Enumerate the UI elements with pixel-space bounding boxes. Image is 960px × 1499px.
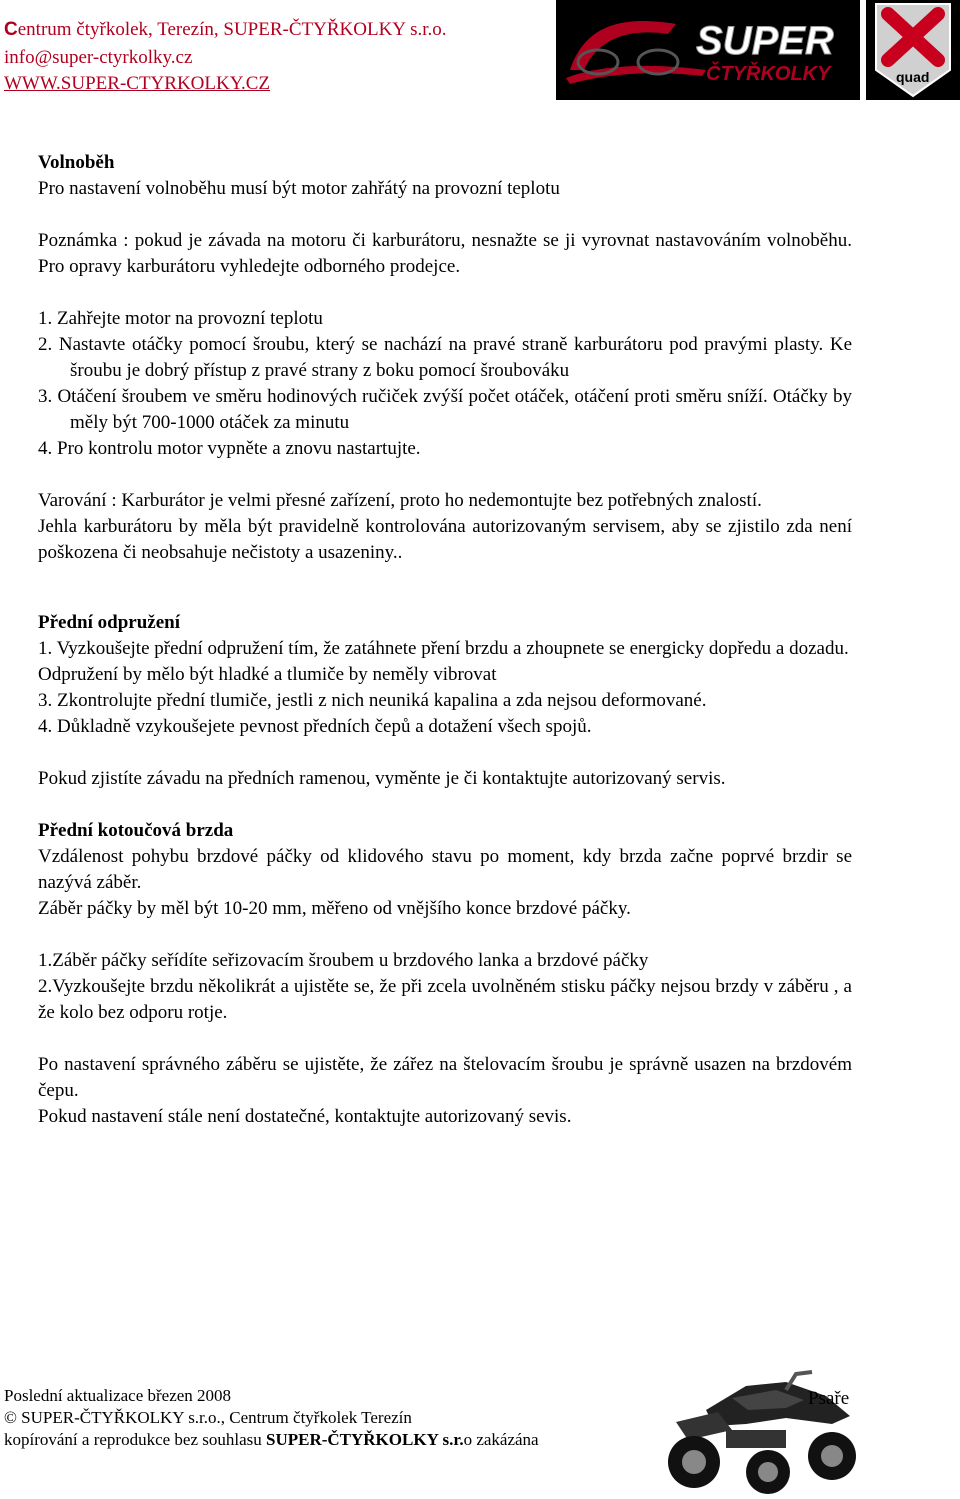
volnobeh-step-4: 4. Pro kontrolu motor vypněte a znovu nastartujte. [38, 438, 421, 459]
page-header [0, 0, 960, 100]
company-name-text: entrum čtyřkolek, Terezín, SUPER-ČTYŘKOLKY s.r.o. [17, 19, 447, 40]
heading-odpruzeni: Přední odpružení [38, 612, 180, 633]
copyright-line [4, 1407, 539, 1429]
brzda-p3: Po nastavení správného záběru se ujistěte, že zářez na štelovacím šroubu je správně usazen na brzdovém čepu. [38, 1054, 852, 1101]
volnobeh-intro: Pro nastavení volnoběhu musí být motor zahřátý na provozní teplotu [38, 178, 560, 199]
brzda-step-2: 2.Vyzkoušejte brzdu několikrát a ujistěte se, že při zcela uvolněném stisku páčky nejsou brzdy v záběru , a že kolo bez odporu rotje. [38, 976, 852, 1023]
volnobeh-note: Poznámka : pokud je závada na motoru či karburátoru, nesnažte se ji vyrovnat nastavováním volnoběhu. Pro opravy karburátoru vyhledejte odborného prodejce. [38, 230, 852, 277]
odpruzeni-line-1: 1. Vyzkoušejte přední odpružení tím, že zatáhnete pření brzdu a zhoupnete se energicky dopředu a dozadu. [38, 638, 849, 659]
volnobeh-step-1: 1. Zahřejte motor na provozní teplotu [38, 308, 323, 329]
super-ctyrkolky-logo [556, 0, 860, 100]
brzda-step-1: 1.Záběr páčky seřídíte seřizovacím šroubem u brzdového lanka a brzdové páčky [38, 950, 649, 971]
website-link[interactable]: WWW.SUPER-CTYRKOLKY.CZ [4, 73, 271, 94]
volnobeh-warning: Varování : Karburátor je velmi přesné zařízení, proto ho nedemontujte bez potřebných znalostí. [38, 490, 762, 511]
copyright-text: SUPER-ČTYŘKOLKY s.r.o., Centrum čtyřkolek Terezín [21, 1408, 412, 1427]
heading-brzda: Přední kotoučová brzda [38, 820, 234, 841]
company-name [4, 18, 447, 42]
copyright-icon: © [4, 1408, 17, 1427]
odpruzeni-line-3: 3. Zkontrolujte přední tlumiče, jestli z nich neuniká kapalina a zda nejsou deformované. [38, 690, 707, 711]
next-page-label: Psaře [808, 1388, 850, 1409]
document-body [38, 150, 852, 1130]
logo-ctyrkolky-text: ČTYŘKOLKY [706, 63, 831, 85]
brzda-p2: Záběr páčky by měl být 10-20 mm, měřeno od vnějšího konce brzdové páčky. [38, 898, 631, 919]
copy-notice-company: SUPER-ČTYŘKOLKY s.r. [266, 1430, 464, 1449]
email-link[interactable]: info@super-ctyrkolky.cz [4, 47, 193, 68]
odpruzeni-line-4: 4. Důkladně vzykoušejete pevnost předních čepů a dotažení všech spojů. [38, 716, 592, 737]
volnobeh-needle: Jehla karburátoru by měla být pravidelně kontrolována autorizovaným servisem, aby se zjistilo zda není poškozena či neobsahuje nečistoty a usazeniny.. [38, 516, 852, 563]
company-initial: C [4, 19, 18, 40]
copy-notice-prefix: kopírování a reprodukce bez souhlasu [4, 1430, 266, 1449]
page-footer [4, 1385, 539, 1451]
brzda-p1: Vzdálenost pohybu brzdové páčky od klidového stavu po moment, kdy brzda začne poprvé brzdir se nazývá záběr. [38, 846, 852, 893]
heading-volnobeh: Volnoběh [38, 152, 115, 173]
volnobeh-step-2: 2. Nastavte otáčky pomocí šroubu, který se nachází na pravé straně karburátoru pod pravými plasty. Ke šroubu je dobrý přístup z pravé strany z boku pomocí šroubováku [38, 334, 852, 381]
header-contact [0, 0, 556, 100]
odpruzeni-line-2: Odpružení by mělo být hladké a tlumiče by neměly vibrovat [38, 664, 497, 685]
last-update: Poslední aktualizace březen 2008 [4, 1386, 232, 1405]
copy-notice [4, 1429, 539, 1451]
quad-bike-image [636, 1360, 870, 1494]
odpruzeni-closing: Pokud zjistíte závadu na předních ramenou, vyměnte je či kontaktujte autorizovaný servis. [38, 768, 726, 789]
badge-quad-text: quad [896, 69, 930, 85]
logo-super-text: SUPER [696, 19, 834, 63]
copy-notice-suffix: o zakázána [463, 1430, 539, 1449]
volnobeh-step-3: 3. Otáčení šroubem ve směru hodinových ručiček zvýší počet otáček, otáčení proti směru sníží. Otáčky by měly být 700-1000 otáček za minutu [38, 386, 852, 433]
brzda-p4: Pokud nastavení stále není dostatečné, kontaktujte autorizovaný sevis. [38, 1106, 572, 1127]
quad-x-badge [866, 0, 960, 100]
